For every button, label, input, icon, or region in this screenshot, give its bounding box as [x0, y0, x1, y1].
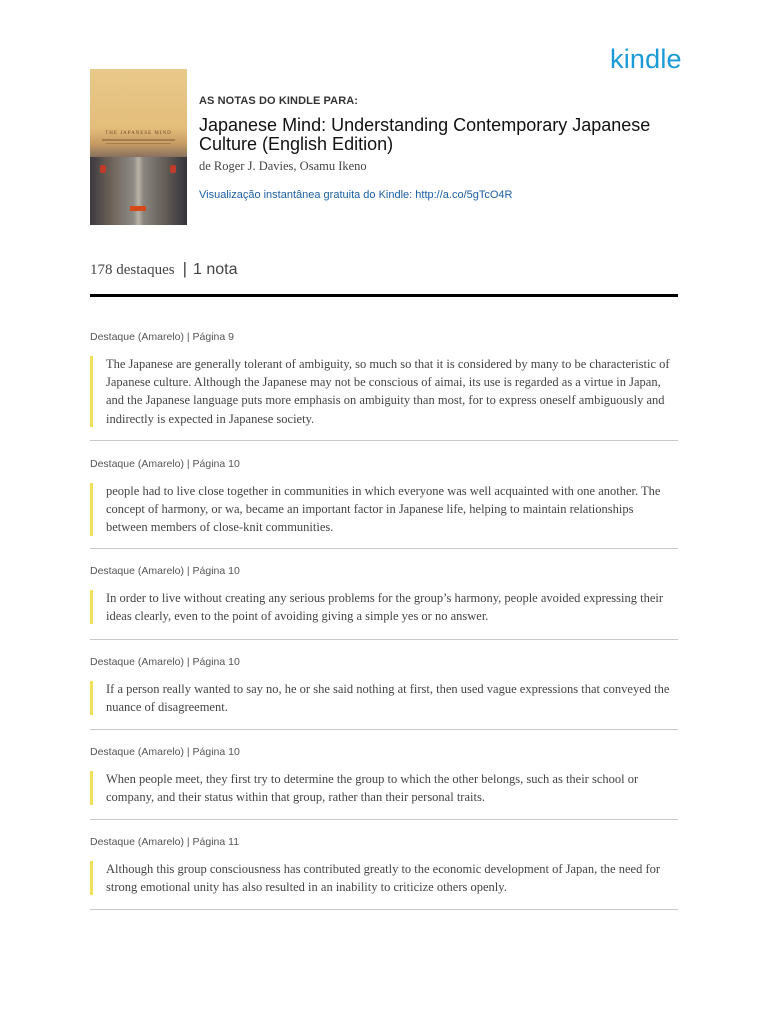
highlight-color-bar	[90, 483, 93, 536]
summary-separator: |	[182, 259, 187, 278]
highlight-text: people had to live close together in communities in which everyone was well acquainted with one another. The concept of harmony, or wa, became an important factor in Japanese life, helping to maintain relationships between members of close-knit communities.	[106, 484, 661, 535]
highlight-quote	[90, 860, 678, 896]
highlight-entry	[90, 565, 678, 625]
cover-lantern	[100, 165, 106, 173]
cover-title: THE JAPANESE MIND	[105, 131, 172, 136]
highlight-quote	[90, 680, 678, 716]
highlight-quote	[90, 355, 678, 428]
highlight-meta: Destaque (Amarelo) | Página 10	[90, 746, 240, 758]
notes-kicker: AS NOTAS DO KINDLE PARA:	[199, 95, 359, 107]
book-cover-image	[90, 69, 187, 225]
highlight-meta: Destaque (Amarelo) | Página 10	[90, 458, 240, 470]
kindle-logo: kindle	[610, 44, 682, 74]
cover-publisher-badge	[130, 206, 146, 211]
preview-link[interactable]: Visualização instantânea gratuita do Kindle: http://a.co/5gTcO4R	[199, 189, 513, 201]
entry-divider	[90, 819, 678, 820]
highlight-text: If a person really wanted to say no, he or she said nothing at first, then used vague expressions that conveyed the nuance of disagreement.	[106, 682, 670, 715]
highlight-count: 178 destaques	[90, 262, 175, 278]
highlight-color-bar	[90, 681, 93, 715]
entry-divider	[90, 548, 678, 549]
highlight-meta: Destaque (Amarelo) | Página 9	[90, 331, 234, 343]
highlight-quote	[90, 770, 678, 806]
highlight-text: Although this group consciousness has contributed greatly to the economic development of Japan, the need for strong emotional unity has also resulted in an inability to criticize others openly.	[106, 862, 661, 895]
highlight-entry	[90, 836, 678, 896]
summary-counts	[90, 259, 237, 279]
highlight-quote	[90, 482, 678, 537]
highlight-meta: Destaque (Amarelo) | Página 10	[90, 565, 240, 577]
highlight-text: In order to live without creating any serious problems for the group’s harmony, people avoided expressing their ideas clearly, even to the point of avoiding giving a simple yes or no answer.	[106, 591, 664, 624]
highlight-color-bar	[90, 590, 93, 624]
highlight-text: When people meet, they first try to determine the group to which the other belongs, such as their school or company, and their status within that group, rather than their personal traits.	[106, 772, 639, 805]
cover-rule	[106, 143, 171, 144]
highlight-entry	[90, 458, 678, 537]
entry-divider	[90, 440, 678, 441]
highlight-entry	[90, 656, 678, 716]
highlight-color-bar	[90, 356, 93, 427]
entry-divider	[90, 639, 678, 640]
note-count: 1 nota	[193, 261, 238, 278]
cover-lantern	[170, 165, 176, 173]
highlight-color-bar	[90, 771, 93, 805]
highlight-meta: Destaque (Amarelo) | Página 10	[90, 656, 240, 668]
highlight-meta: Destaque (Amarelo) | Página 11	[90, 836, 240, 848]
highlight-entry	[90, 331, 678, 428]
highlight-color-bar	[90, 861, 93, 895]
header-divider	[90, 294, 678, 297]
entry-divider	[90, 909, 678, 910]
highlight-text: The Japanese are generally tolerant of ambiguity, so much so that it is considered by many to be characteristic of Japanese culture. Although the Japanese may not be conscious of aimai, its use is regarded as a virtue in Japan, and the Japanese language puts more emphasis on ambiguity than most, for to express oneself ambiguously and indirectly is expected in Japanese society.	[106, 357, 670, 426]
highlight-entry	[90, 746, 678, 806]
highlight-quote	[90, 589, 678, 625]
cover-rule	[102, 139, 175, 141]
entry-divider	[90, 729, 678, 730]
book-title: Japanese Mind: Understanding Contemporary Japanese Culture (English Edition)	[199, 115, 651, 154]
book-authors: de Roger J. Davies, Osamu Ikeno	[199, 159, 367, 173]
